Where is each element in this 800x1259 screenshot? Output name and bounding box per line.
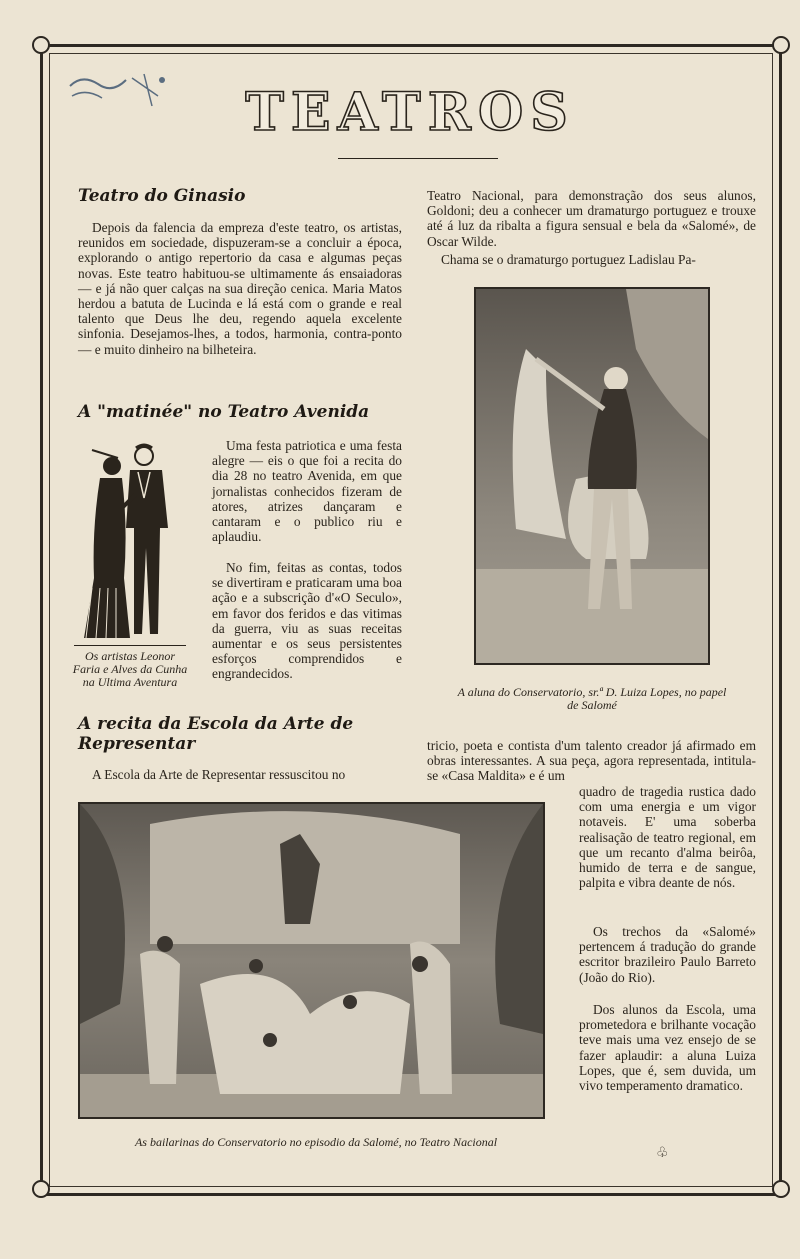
bottom-right-para-3: Dos alunos da Escola, uma prometedora e brilhante vocação teve mais uma vez ensejo de se fazer aplaudir: a aluna Luiza Lopes, que é, sem duvida, um vivo temperamento dramatico.: [579, 1002, 756, 1094]
end-mark: ♧: [656, 1145, 669, 1161]
sketch-actors-illustration: [78, 438, 184, 646]
escola-intro: A Escola da Arte de Representar ressuscitou no: [92, 767, 346, 782]
bottom-right-para-1: quadro de tragedia rustica dado com uma energia e um vigor notaveis. E' uma soberba realisação de teatro regional, em que um recanto d'alma beirôa, humido de terra e de sangue, palpita e vibra deante de nós.: [579, 784, 756, 891]
sketch-caption: Os artistas Leonor Faria e Alves da Cunha na Ultima Aventura: [72, 649, 188, 689]
frame-corner-ornament: [32, 1180, 50, 1198]
photo-luiza-lopes-salome: [474, 287, 710, 665]
salome-photo-caption: A aluna do Conservatorio, sr.ª D. Luiza Lopes, no papel de Salomé: [457, 685, 727, 712]
sketch-caption-rule: [74, 645, 186, 646]
frame-corner-ornament: [772, 36, 790, 54]
bottom-right-lead: tricio, poeta e contista d'um talento creador já afirmado em obras interessantes. A sua peça, agora representada, intitula-se «Casa Maldita» e é um: [427, 738, 756, 784]
photo-bailarinas-conservatorio: [78, 802, 545, 1119]
right-column-continuation: Teatro Nacional, para demonstração dos seus alunos, Goldoni; deu a conhecer um dramaturgo portuguez e trouxe até á luz da ribalta a figura sensual e bela da «Salomé», de Oscar Wilde.: [427, 188, 756, 249]
bailarinas-photo-caption: As bailarinas do Conservatorio no episodio da Salomé, no Teatro Nacional: [134, 1135, 498, 1149]
heading-teatro-ginasio: Teatro do Ginasio: [78, 186, 246, 206]
page-title: TEATROS: [245, 82, 575, 143]
ginasio-body: Depois da falencia da empreza d'este teatro, os artistas, reunidos em sociedade, dispuzeram-se a concluir a época, explorando o antigo repertorio da casa e algumas peças novas. Este teatro habituou-se ultimamente ás ensaiadoras — e já não quer calças na sua direção cenica. Maria Matos herdou a batuta de Lucinda e lá está com o grande e real talento que Deus lhe deu, regendo aquela excelente sinfonia. Desejamos-lhes, a todos, harmonia, contra-ponto — e muito dinheiro na bilheteira.: [78, 220, 402, 357]
title-divider: [338, 158, 498, 159]
matinee-para-2: No fim, feitas as contas, todos se divertiram e praticaram uma boa ação e a subscrição d'«O Seculo», em favor dos feridos e das vitimas da guerra, viu as suas receitas aumentar e os seus persistentes esforços comprendidos e engrandecidos.: [212, 560, 402, 682]
matinee-para-1: Uma festa patriotica e uma festa alegre — eis o que foi a recita do dia 28 no teatro Avenida, em que jornalistas conhecidos fizeram de atores, atrizes dançaram e cantaram e o publico riu e aplaudiu.: [212, 438, 402, 545]
heading-matinee-avenida: A "matinée" no Teatro Avenida: [78, 402, 370, 422]
dramatist-line: Chama se o dramaturgo portuguez Ladislau Pa-: [441, 252, 696, 267]
frame-corner-ornament: [772, 1180, 790, 1198]
frame-corner-ornament: [32, 36, 50, 54]
heading-escola-arte: A recita da Escola da Arte de Representar: [78, 714, 354, 754]
bottom-right-para-2: Os trechos da «Salomé» pertencem á tradução do grande escritor brazileiro Paulo Barreto (João do Rio).: [579, 924, 756, 985]
